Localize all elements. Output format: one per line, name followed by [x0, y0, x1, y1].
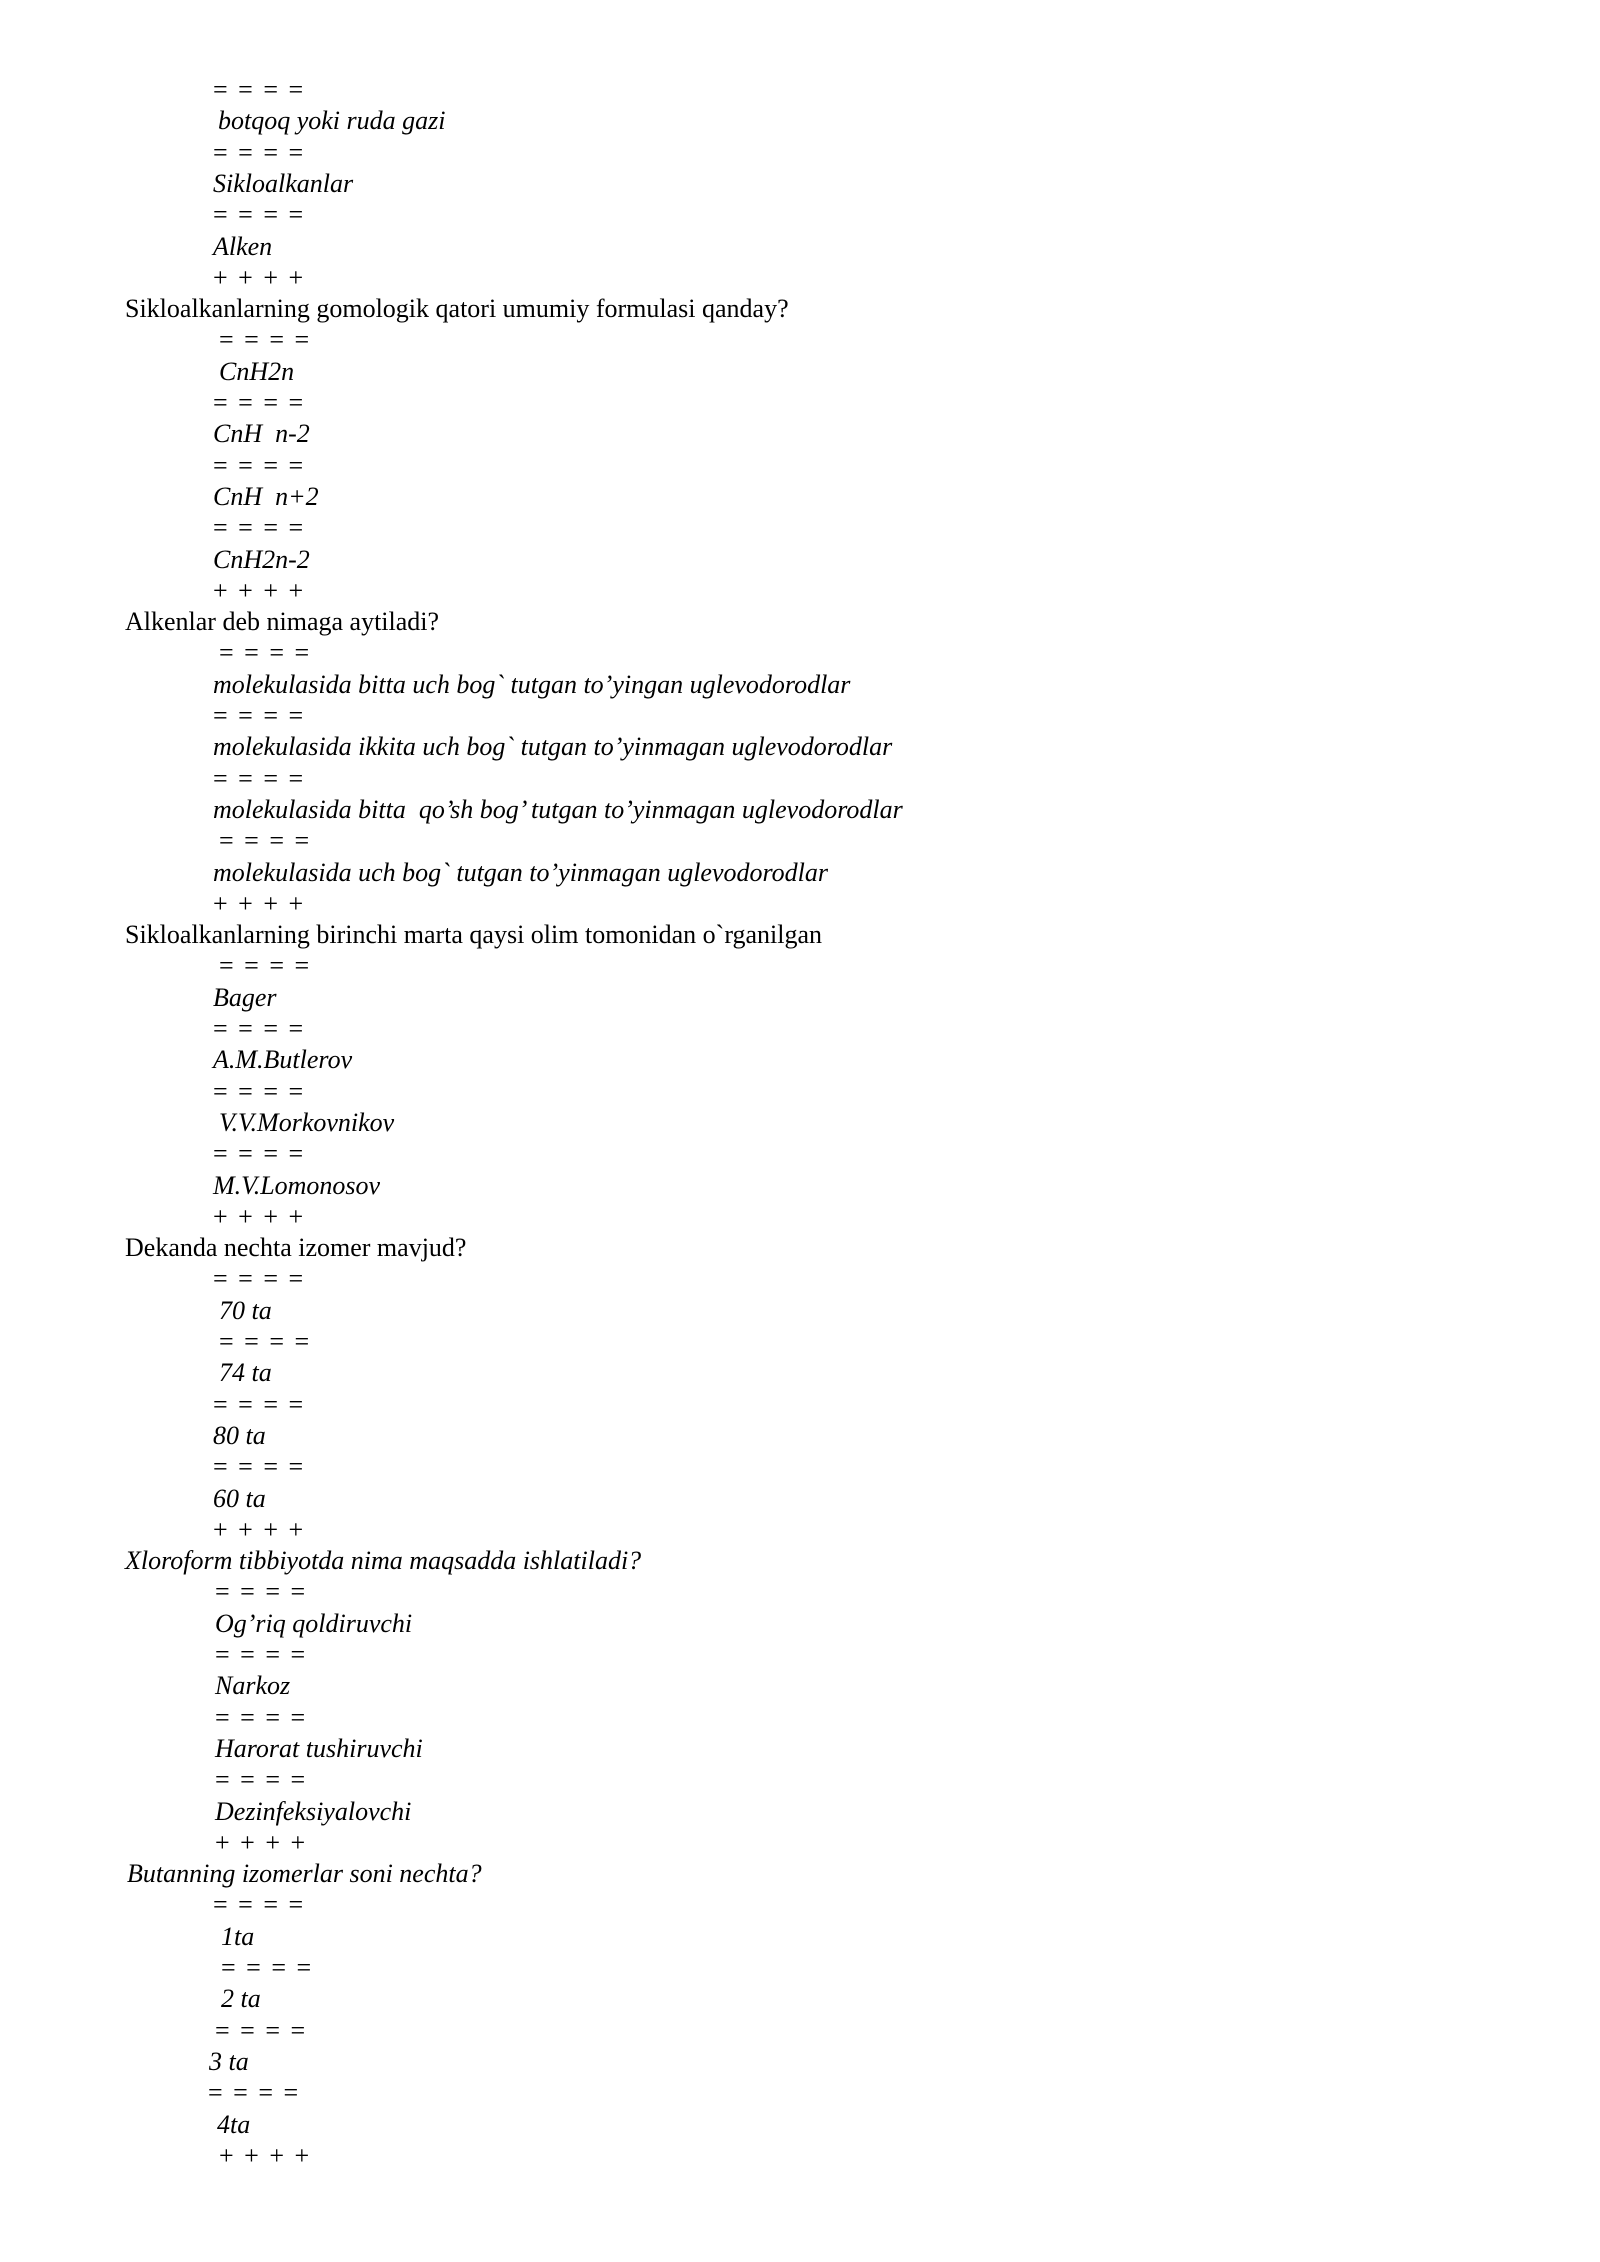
option-separator: = = = = — [219, 638, 312, 667]
answer-option: Sikloalkanlar — [213, 169, 354, 198]
option-separator: = = = = — [215, 1577, 308, 1606]
question-end-marker: + + + + — [213, 1515, 306, 1544]
question-text: Sikloalkanlarning gomologik qatori umumiy formulasi qanday? — [125, 294, 789, 323]
answer-option: molekulasida bitta uch bog` tutgan to’yingan uglevodorodlar — [213, 670, 851, 699]
answer-option: A.M.Butlerov — [213, 1045, 353, 1074]
question-end-marker: + + + + — [213, 576, 306, 605]
option-separator: = = = = — [215, 2016, 308, 2045]
question-end-marker: + + + + — [213, 1202, 306, 1231]
answer-option: CnH n-2 — [213, 419, 310, 448]
answer-option: molekulasida uch bog` tutgan to’yinmagan uglevodorodlar — [213, 858, 829, 887]
answer-option: V.V.Morkovnikov — [219, 1108, 395, 1137]
answer-option: Narkoz — [215, 1671, 291, 1700]
option-separator: = = = = — [213, 764, 306, 793]
option-separator: = = = = — [213, 200, 306, 229]
answer-option: CnH2n-2 — [213, 545, 310, 574]
option-separator: = = = = — [213, 1890, 306, 1919]
question-end-marker: + + + + — [213, 263, 306, 292]
question-text: Butanning izomerlar soni nechta? — [127, 1859, 482, 1888]
question-text: Alkenlar deb nimaga aytiladi? — [125, 607, 440, 636]
option-separator: = = = = — [221, 1953, 314, 1982]
answer-option: CnH2n — [219, 357, 295, 386]
answer-option: botqoq yoki ruda gazi — [218, 106, 446, 135]
option-separator: = = = = — [213, 1139, 306, 1168]
option-separator: = = = = — [213, 75, 306, 104]
answer-option: Og’riq qoldiruvchi — [215, 1609, 413, 1638]
answer-option: Alken — [213, 232, 273, 261]
answer-option: 1ta — [221, 1922, 255, 1951]
option-separator: = = = = — [219, 951, 312, 980]
option-separator: = = = = — [213, 1264, 306, 1293]
option-separator: = = = = — [213, 451, 306, 480]
option-separator: = = = = — [213, 1452, 306, 1481]
answer-option: molekulasida ikkita uch bog` tutgan to’yinmagan uglevodorodlar — [213, 732, 893, 761]
option-separator: = = = = — [213, 701, 306, 730]
option-separator: = = = = — [215, 1703, 308, 1732]
option-separator: = = = = — [213, 513, 306, 542]
answer-option: molekulasida bitta qo’sh bog’ tutgan to’yinmagan uglevodorodlar — [213, 795, 903, 824]
option-separator: = = = = — [213, 138, 306, 167]
answer-option: M.V.Lomonosov — [213, 1171, 381, 1200]
question-text: Sikloalkanlarning birinchi marta qaysi olim tomonidan o`rganilgan — [125, 920, 823, 949]
answer-option: CnH n+2 — [213, 482, 319, 511]
answer-option: Harorat tushiruvchi — [215, 1734, 423, 1763]
answer-option: 2 ta — [221, 1984, 261, 2013]
answer-option: 80 ta — [213, 1421, 266, 1450]
answer-option: Dezinfeksiyalovchi — [215, 1797, 412, 1826]
option-separator: = = = = — [213, 1014, 306, 1043]
option-separator: = = = = — [213, 1077, 306, 1106]
option-separator: = = = = — [219, 1327, 312, 1356]
question-end-marker: + + + + — [213, 889, 306, 918]
option-separator: = = = = — [219, 325, 312, 354]
answer-option: 70 ta — [219, 1296, 272, 1325]
option-separator: = = = = — [215, 1640, 308, 1669]
answer-option: 60 ta — [213, 1484, 266, 1513]
question-text: Xloroform tibbiyotda nima maqsadda ishlatiladi? — [125, 1546, 642, 1575]
option-separator: = = = = — [219, 826, 312, 855]
option-separator: = = = = — [213, 388, 306, 417]
question-end-marker: + + + + — [215, 1828, 308, 1857]
answer-option: 74 ta — [219, 1358, 272, 1387]
option-separator: = = = = — [215, 1765, 308, 1794]
question-text: Dekanda nechta izomer mavjud? — [125, 1233, 467, 1262]
answer-option: 3 ta — [209, 2047, 249, 2076]
answer-option: 4ta — [217, 2110, 251, 2139]
option-separator: = = = = — [208, 2078, 301, 2107]
option-separator: = = = = — [213, 1390, 306, 1419]
answer-option: Bager — [213, 983, 277, 1012]
question-end-marker: + + + + — [219, 2141, 312, 2170]
